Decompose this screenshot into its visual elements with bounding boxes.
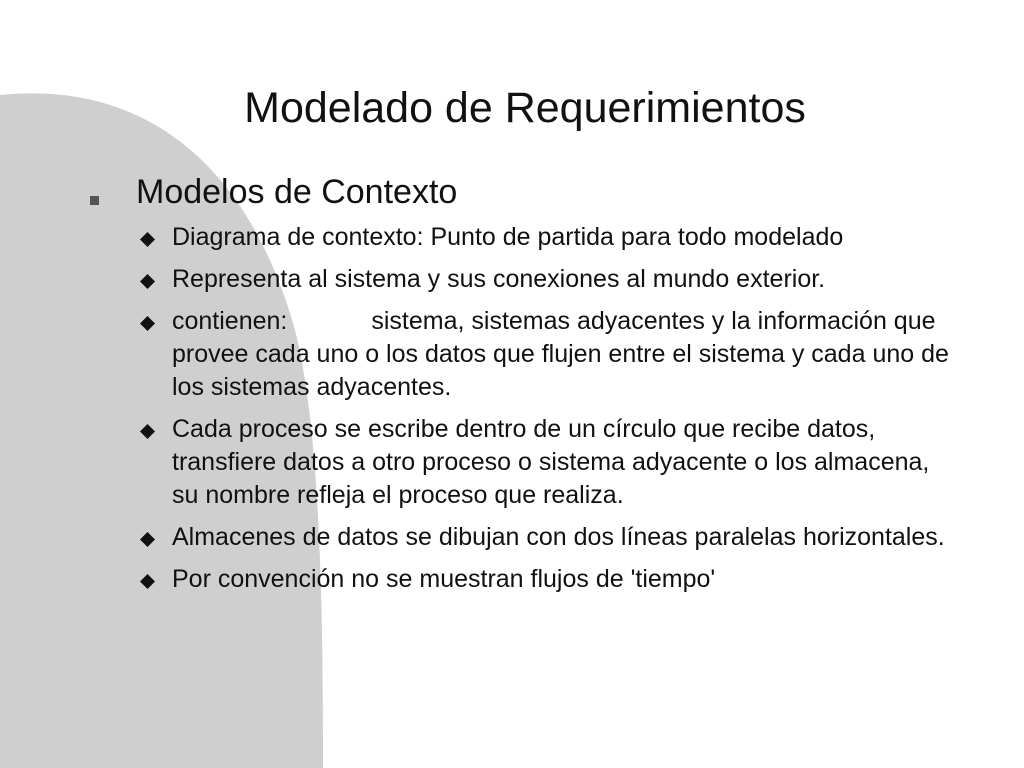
list-item-lead: contienen: [172, 307, 288, 335]
diamond-bullet-icon [140, 274, 155, 289]
diamond-bullet-icon [140, 574, 155, 589]
list-item [88, 413, 968, 512]
list-item [88, 263, 968, 296]
list-item-text: Representa al sistema y sus conexiones al mundo exterior. [172, 265, 826, 293]
list-item-text: Cada proceso se escribe dentro de un círculo que recibe datos, transfiere datos a otro proceso o sistema adyacente o los almacena, su nombre refleja el proceso que realiza. [172, 415, 930, 509]
diamond-bullet-icon [140, 316, 155, 331]
list-item-text: sistema, sistemas adyacentes y la información que provee cada uno o los datos que flujen entre el sistema y cada uno de los sistemas adyacentes. [172, 307, 949, 401]
heading-text: Modelos de Contexto [136, 173, 458, 211]
list-item [88, 563, 968, 596]
list-item [88, 221, 968, 254]
heading-item [88, 168, 968, 216]
list-item-text: Almacenes de datos se dibujan con dos líneas paralelas horizontales. [172, 523, 945, 551]
bullet-list [88, 221, 968, 596]
list-item [88, 305, 968, 404]
diamond-bullet-icon [140, 424, 155, 439]
diamond-bullet-icon [140, 532, 155, 547]
slide-title: Modelado de Requerimientos [244, 84, 806, 132]
diamond-bullet-icon [140, 232, 155, 247]
list-item-text: Diagrama de contexto: Punto de partida para todo modelado [172, 223, 844, 251]
list-item-text: Por convención no se muestran flujos de 'tiempo' [172, 565, 716, 593]
square-bullet-icon [90, 196, 99, 205]
list-item [88, 521, 968, 554]
slide-content [88, 168, 968, 605]
